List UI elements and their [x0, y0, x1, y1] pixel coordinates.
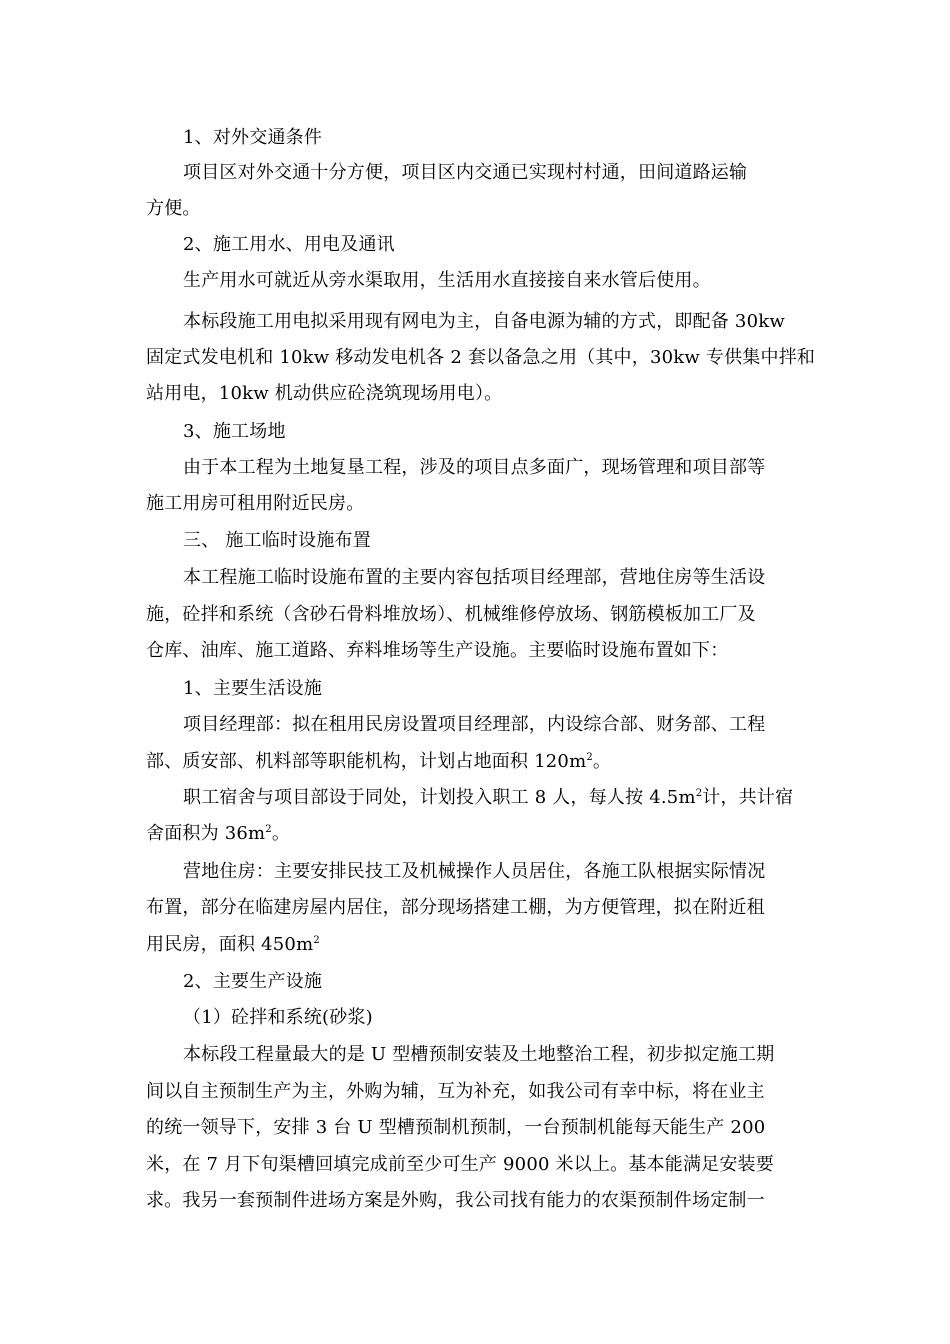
- paragraph-line: [146, 822, 290, 846]
- paragraph-line: 项目区对外交通十分方便，项目区内交通已实现村村通，田间道路运输: [183, 162, 748, 183]
- text-span: 。: [271, 823, 291, 844]
- paragraph-line: [183, 786, 793, 810]
- heading-external-traffic: 1、对外交通条件: [183, 127, 323, 148]
- paragraph-line: 施，砼拌和系统（含砂石骨料堆放场）、机械维修停放场、钢筋模板加工厂及: [146, 604, 756, 625]
- paragraph-line: 求。我另一套预制件进场方案是外购，我公司找有能力的农渠预制件场定制一: [146, 1190, 765, 1211]
- text-span: 舍面积为 36m: [146, 823, 266, 844]
- paragraph-line: 间以自主预制生产为主，外购为辅，互为补充，如我公司有幸中标，将在业主: [146, 1081, 765, 1102]
- superscript: 2: [695, 788, 703, 799]
- paragraph-line: [146, 750, 611, 774]
- heading-living-facilities: 1、主要生活设施: [183, 678, 323, 699]
- paragraph-line: 营地住房：主要安排民技工及机械操作人员居住，各施工队根据实际情况: [183, 861, 766, 882]
- paragraph-line: 生产用水可就近从旁水渠取用，生活用水直接接自来水管后使用。: [183, 270, 711, 291]
- text-span: 部、质安部、机料部等职能机构，计划占地面积 120m: [146, 751, 587, 772]
- paragraph-line: 施工用房可租用附近民房。: [146, 493, 365, 514]
- paragraph-line: 本工程施工临时设施布置的主要内容包括项目经理部，营地住房等生活设: [183, 567, 766, 588]
- text-span: 计，共计宿: [702, 787, 794, 808]
- paragraph-line: 固定式发电机和 10kw 移动发电机各 2 套以备急之用（其中，30kw 专供集中拌和: [146, 347, 816, 368]
- paragraph-line: 本标段工程量最大的是 U 型槽预制安装及土地整治工程，初步拟定施工期: [183, 1044, 775, 1065]
- text-span: 。: [592, 751, 612, 772]
- paragraph-line: 由于本工程为土地复垦工程，涉及的项目点多面广，现场管理和项目部等: [183, 457, 766, 478]
- heading-production-facilities: 2、主要生产设施: [183, 971, 323, 992]
- text-span: 职工宿舍与项目部设于同处，计划投入职工 8 人，每人按 4.5m: [183, 787, 696, 808]
- superscript: 2: [265, 824, 272, 835]
- heading-temporary-facilities: 三、 施工临时设施布置: [183, 530, 371, 551]
- text-span: 用民房，面积 450m: [146, 934, 314, 955]
- paragraph-line: [146, 933, 320, 957]
- paragraph-line: 项目经理部：拟在租用民房设置项目经理部，内设综合部、财务部、工程: [183, 714, 766, 735]
- heading-site: 3、施工场地: [183, 421, 286, 442]
- superscript: 2: [586, 752, 593, 763]
- paragraph-line: 布置，部分在临建房屋内居住，部分现场搭建工棚，为方便管理，拟在附近租: [146, 897, 765, 918]
- paragraph-line: 的统一领导下，安排 3 台 U 型槽预制机预制，一台预制机能每天能生产 200: [146, 1117, 766, 1138]
- superscript: 2: [313, 935, 320, 946]
- paragraph-line: 米，在 7 月下旬渠槽回填完成前至少可生产 9000 米以上。基本能满足安装要: [146, 1154, 774, 1175]
- paragraph-line: 方便。: [146, 198, 201, 219]
- heading-mixing-system: （1）砼拌和系统(砂浆): [183, 1007, 373, 1028]
- paragraph-line: 仓库、油库、施工道路、弃料堆场等生产设施。主要临时设施布置如下：: [146, 640, 729, 661]
- paragraph-line: 站用电，10kw 机动供应砼浇筑现场用电）。: [146, 383, 503, 404]
- heading-water-power: 2、施工用水、用电及通讯: [183, 234, 395, 255]
- paragraph-line: 本标段施工用电拟采用现有网电为主，自备电源为辅的方式，即配备 30kw: [183, 311, 785, 332]
